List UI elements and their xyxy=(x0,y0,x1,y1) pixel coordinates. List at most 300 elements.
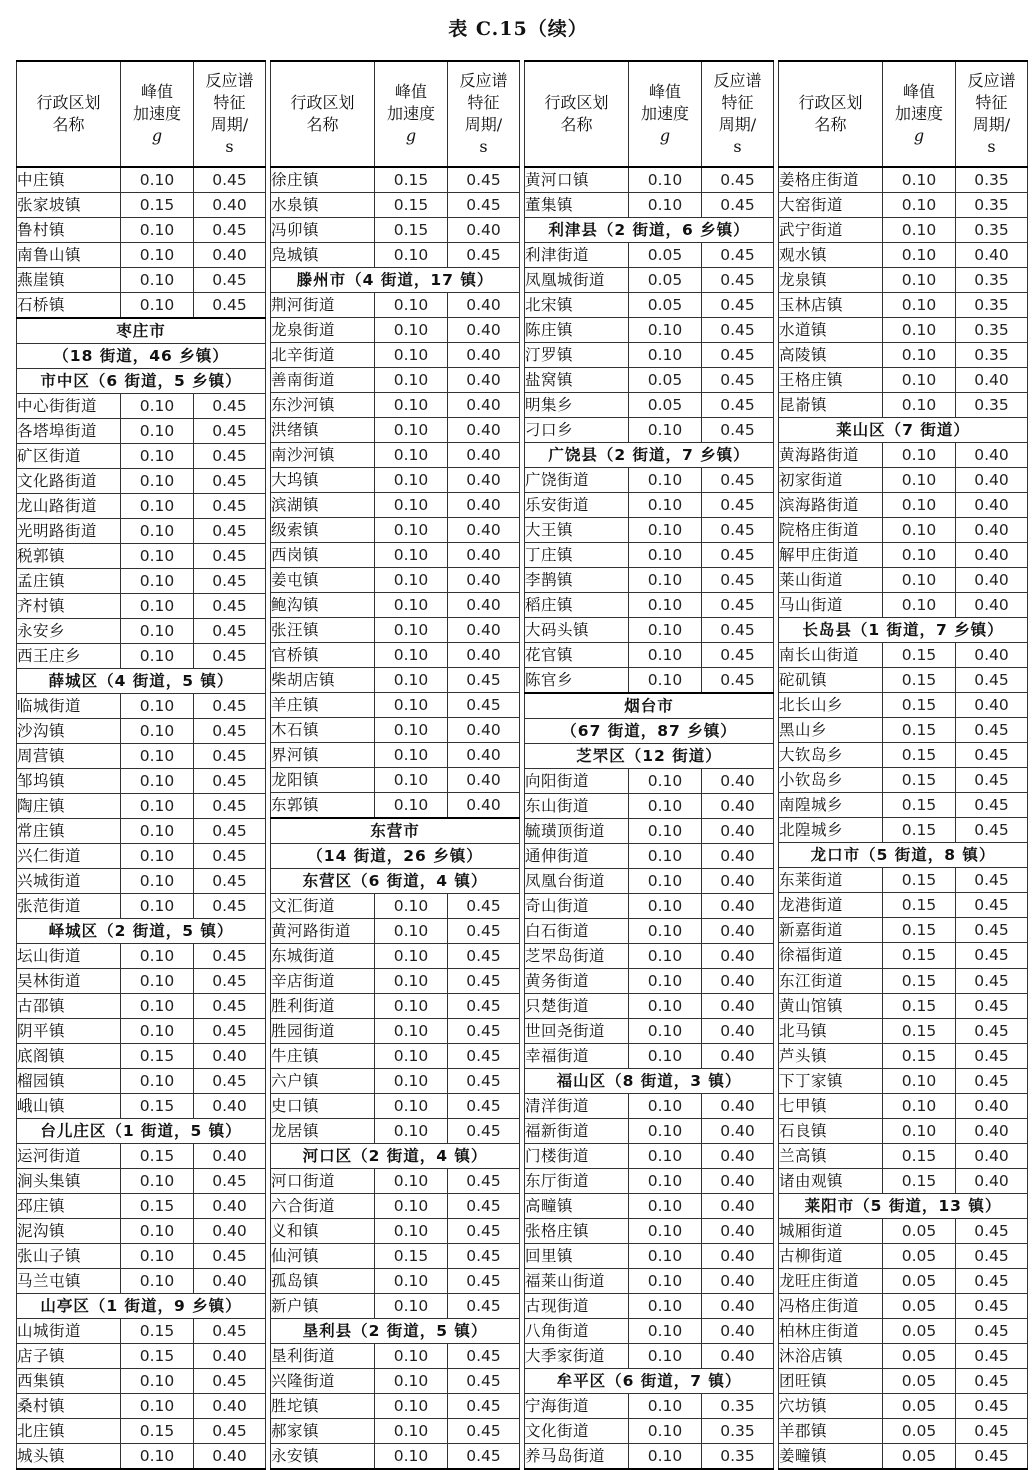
characteristic-period: 0.40 xyxy=(448,643,520,668)
group-heading: 薛城区（4 街道，5 镇） xyxy=(17,669,266,694)
division-name: 八角街道 xyxy=(525,1319,629,1344)
table-row xyxy=(271,343,520,368)
table-row xyxy=(271,743,520,768)
division-name: 柴胡店镇 xyxy=(271,668,375,693)
division-name: 城厢街道 xyxy=(779,1218,883,1243)
characteristic-period: 0.40 xyxy=(194,1394,266,1419)
peak-acceleration: 0.10 xyxy=(375,543,448,568)
division-name: 武宁街道 xyxy=(779,218,883,243)
characteristic-period: 0.40 xyxy=(448,218,520,243)
characteristic-period: 0.40 xyxy=(702,994,774,1019)
table-row xyxy=(271,243,520,268)
characteristic-period: 0.40 xyxy=(702,1194,774,1219)
table-row xyxy=(525,969,774,994)
table-row xyxy=(779,368,1028,393)
characteristic-period: 0.40 xyxy=(702,1344,774,1369)
division-name: 大王镇 xyxy=(525,518,629,543)
division-name: 西王庄乡 xyxy=(17,644,121,669)
division-name: 张家坡镇 xyxy=(17,193,121,218)
group-row xyxy=(17,318,266,344)
characteristic-period: 0.40 xyxy=(194,1094,266,1119)
peak-acceleration: 0.15 xyxy=(121,1344,194,1369)
peak-acceleration: 0.05 xyxy=(883,1443,956,1469)
characteristic-period: 0.45 xyxy=(194,444,266,469)
characteristic-period: 0.40 xyxy=(956,543,1028,568)
table-row xyxy=(525,318,774,343)
group-row xyxy=(271,1319,520,1344)
characteristic-period: 0.40 xyxy=(702,1044,774,1069)
table-row xyxy=(17,619,266,644)
table-row xyxy=(271,318,520,343)
characteristic-period: 0.35 xyxy=(956,193,1028,218)
division-name: 文汇街道 xyxy=(271,894,375,919)
division-name: 利津街道 xyxy=(525,243,629,268)
peak-acceleration: 0.05 xyxy=(883,1243,956,1268)
table-row xyxy=(779,1393,1028,1418)
peak-acceleration: 0.10 xyxy=(121,419,194,444)
peak-acceleration: 0.10 xyxy=(121,167,194,193)
characteristic-period: 0.45 xyxy=(956,668,1028,693)
table-row xyxy=(779,943,1028,968)
group-row xyxy=(17,1119,266,1144)
characteristic-period: 0.45 xyxy=(702,668,774,694)
header-pga xyxy=(883,61,956,167)
peak-acceleration: 0.10 xyxy=(629,493,702,518)
table-row xyxy=(271,793,520,819)
division-name: 各塔埠街道 xyxy=(17,419,121,444)
table-row xyxy=(525,343,774,368)
peak-acceleration: 0.10 xyxy=(629,944,702,969)
table-row xyxy=(525,243,774,268)
division-name: 张格庄镇 xyxy=(525,1219,629,1244)
peak-acceleration: 0.15 xyxy=(883,1143,956,1168)
peak-acceleration: 0.10 xyxy=(883,268,956,293)
characteristic-period: 0.40 xyxy=(702,769,774,794)
division-name: 运河街道 xyxy=(17,1144,121,1169)
division-name: 中心街街道 xyxy=(17,394,121,419)
characteristic-period: 0.45 xyxy=(956,818,1028,843)
table-row xyxy=(17,719,266,744)
group-heading: 长岛县（1 街道，7 乡镇） xyxy=(779,618,1028,643)
peak-acceleration: 0.15 xyxy=(883,768,956,793)
table-row xyxy=(271,894,520,919)
peak-acceleration: 0.10 xyxy=(629,1169,702,1194)
characteristic-period: 0.40 xyxy=(448,368,520,393)
division-name: 七甲镇 xyxy=(779,1093,883,1118)
table-row xyxy=(779,1443,1028,1469)
characteristic-period: 0.45 xyxy=(194,794,266,819)
table-row xyxy=(525,1444,774,1470)
peak-acceleration: 0.10 xyxy=(629,1344,702,1369)
division-name: 东山街道 xyxy=(525,794,629,819)
header-period-line: 特征 xyxy=(213,93,246,112)
peak-acceleration: 0.15 xyxy=(883,918,956,943)
division-name: 南沙河镇 xyxy=(271,443,375,468)
header-name xyxy=(525,61,629,167)
division-name: 胜利街道 xyxy=(271,994,375,1019)
table-row xyxy=(17,193,266,218)
division-name: 南隍城乡 xyxy=(779,793,883,818)
peak-acceleration: 0.05 xyxy=(883,1418,956,1443)
group-heading: 台儿庄区（1 街道，5 镇） xyxy=(17,1119,266,1144)
peak-acceleration: 0.10 xyxy=(375,468,448,493)
characteristic-period: 0.45 xyxy=(702,343,774,368)
table-row xyxy=(271,1069,520,1094)
peak-acceleration: 0.10 xyxy=(375,668,448,693)
peak-acceleration: 0.10 xyxy=(121,1019,194,1044)
characteristic-period: 0.35 xyxy=(702,1419,774,1444)
division-name: 花官镇 xyxy=(525,643,629,668)
characteristic-period: 0.45 xyxy=(194,869,266,894)
peak-acceleration: 0.05 xyxy=(883,1343,956,1368)
characteristic-period: 0.35 xyxy=(702,1444,774,1470)
peak-acceleration: 0.05 xyxy=(883,1368,956,1393)
table-title: 表 C.15（续） xyxy=(448,18,588,40)
division-name: 官桥镇 xyxy=(271,643,375,668)
table-row xyxy=(17,1444,266,1470)
peak-acceleration: 0.10 xyxy=(121,394,194,419)
header-period-line: 反应谱 xyxy=(459,71,508,90)
peak-acceleration: 0.15 xyxy=(121,1194,194,1219)
table-row xyxy=(17,419,266,444)
characteristic-period: 0.45 xyxy=(194,1369,266,1394)
characteristic-period: 0.40 xyxy=(194,1144,266,1169)
characteristic-period: 0.45 xyxy=(956,1368,1028,1393)
table-row xyxy=(779,1068,1028,1093)
header-pga xyxy=(121,61,194,167)
characteristic-period: 0.45 xyxy=(702,293,774,318)
characteristic-period: 0.45 xyxy=(448,1094,520,1119)
header-pga xyxy=(629,61,702,167)
division-name: 初家街道 xyxy=(779,468,883,493)
characteristic-period: 0.40 xyxy=(956,243,1028,268)
table-row xyxy=(525,1169,774,1194)
characteristic-period: 0.45 xyxy=(448,1244,520,1269)
header-period-line: 特征 xyxy=(721,93,754,112)
table-row xyxy=(17,1269,266,1294)
division-name: 坛山街道 xyxy=(17,944,121,969)
division-name: 阴平镇 xyxy=(17,1019,121,1044)
table-row xyxy=(271,1019,520,1044)
table-row xyxy=(271,568,520,593)
characteristic-period: 0.45 xyxy=(956,968,1028,993)
peak-acceleration: 0.10 xyxy=(629,1444,702,1470)
division-name: 乐安街道 xyxy=(525,493,629,518)
division-name: 北庄镇 xyxy=(17,1419,121,1444)
division-name: 芝罘岛街道 xyxy=(525,944,629,969)
characteristic-period: 0.40 xyxy=(194,193,266,218)
characteristic-period: 0.45 xyxy=(956,1418,1028,1443)
peak-acceleration: 0.10 xyxy=(121,519,194,544)
division-name: 鲁村镇 xyxy=(17,218,121,243)
peak-acceleration: 0.15 xyxy=(883,1043,956,1068)
characteristic-period: 0.45 xyxy=(702,243,774,268)
characteristic-period: 0.35 xyxy=(956,343,1028,368)
table-row xyxy=(525,919,774,944)
table-row xyxy=(525,268,774,293)
characteristic-period: 0.40 xyxy=(702,794,774,819)
table-row xyxy=(779,793,1028,818)
table-row xyxy=(271,593,520,618)
peak-acceleration: 0.05 xyxy=(629,368,702,393)
table-row xyxy=(779,343,1028,368)
table-row xyxy=(525,894,774,919)
division-name: 福莱山街道 xyxy=(525,1269,629,1294)
peak-acceleration: 0.10 xyxy=(121,218,194,243)
table-row xyxy=(779,1018,1028,1043)
peak-acceleration: 0.10 xyxy=(629,593,702,618)
characteristic-period: 0.45 xyxy=(956,943,1028,968)
peak-acceleration: 0.10 xyxy=(629,1119,702,1144)
peak-acceleration: 0.05 xyxy=(883,1218,956,1243)
table-row xyxy=(17,1319,266,1344)
table-row xyxy=(779,1268,1028,1293)
peak-acceleration: 0.10 xyxy=(375,343,448,368)
header-period-line: 周期/ xyxy=(464,115,503,134)
table-row xyxy=(779,393,1028,418)
header-pga-line: g xyxy=(913,126,925,145)
division-name: 龙港街道 xyxy=(779,893,883,918)
header-period-line: 反应谱 xyxy=(713,71,762,90)
table-row xyxy=(525,1344,774,1369)
division-name: 黄海路街道 xyxy=(779,443,883,468)
table-row xyxy=(779,468,1028,493)
table-row xyxy=(525,1019,774,1044)
characteristic-period: 0.40 xyxy=(194,1219,266,1244)
division-name: 张范街道 xyxy=(17,894,121,919)
table-row xyxy=(271,293,520,318)
division-name: 税郭镇 xyxy=(17,544,121,569)
header-period-line: 周期/ xyxy=(972,115,1011,134)
peak-acceleration: 0.10 xyxy=(375,743,448,768)
characteristic-period: 0.40 xyxy=(194,1044,266,1069)
characteristic-period: 0.45 xyxy=(194,218,266,243)
division-name: 东城街道 xyxy=(271,944,375,969)
characteristic-period: 0.40 xyxy=(956,1168,1028,1193)
table-row xyxy=(525,167,774,193)
peak-acceleration: 0.10 xyxy=(629,1244,702,1269)
characteristic-period: 0.40 xyxy=(448,443,520,468)
characteristic-period: 0.40 xyxy=(956,368,1028,393)
peak-acceleration: 0.15 xyxy=(121,1094,194,1119)
characteristic-period: 0.45 xyxy=(194,569,266,594)
division-name: 城头镇 xyxy=(17,1444,121,1470)
table-row xyxy=(271,1369,520,1394)
characteristic-period: 0.45 xyxy=(702,568,774,593)
characteristic-period: 0.45 xyxy=(702,643,774,668)
peak-acceleration: 0.10 xyxy=(121,494,194,519)
group-heading: 福山区（8 街道，3 镇） xyxy=(525,1069,774,1094)
division-name: 桑村镇 xyxy=(17,1394,121,1419)
table-row xyxy=(271,1269,520,1294)
peak-acceleration: 0.10 xyxy=(629,1394,702,1419)
characteristic-period: 0.45 xyxy=(956,718,1028,743)
division-name: 龙泉街道 xyxy=(271,318,375,343)
peak-acceleration: 0.15 xyxy=(375,218,448,243)
group-heading: 广饶县（2 街道，7 乡镇） xyxy=(525,443,774,468)
division-name: 下丁家镇 xyxy=(779,1068,883,1093)
division-name: 北隍城乡 xyxy=(779,818,883,843)
division-name: 徐庄镇 xyxy=(271,167,375,193)
division-name: 齐村镇 xyxy=(17,594,121,619)
group-row xyxy=(525,719,774,744)
table-row xyxy=(271,543,520,568)
characteristic-period: 0.45 xyxy=(702,393,774,418)
division-name: 马山街道 xyxy=(779,593,883,618)
characteristic-period: 0.45 xyxy=(194,619,266,644)
peak-acceleration: 0.10 xyxy=(121,769,194,794)
header-period xyxy=(702,61,774,167)
characteristic-period: 0.45 xyxy=(956,1443,1028,1469)
division-name: 兴城街道 xyxy=(17,869,121,894)
characteristic-period: 0.45 xyxy=(194,1419,266,1444)
table-row xyxy=(17,1169,266,1194)
peak-acceleration: 0.10 xyxy=(883,393,956,418)
characteristic-period: 0.45 xyxy=(194,394,266,419)
division-name: 沙沟镇 xyxy=(17,719,121,744)
table-row xyxy=(525,368,774,393)
table-row xyxy=(271,493,520,518)
division-name: 大季家街道 xyxy=(525,1344,629,1369)
characteristic-period: 0.40 xyxy=(956,443,1028,468)
characteristic-period: 0.40 xyxy=(956,493,1028,518)
division-name: 明集乡 xyxy=(525,393,629,418)
table-row xyxy=(17,794,266,819)
peak-acceleration: 0.10 xyxy=(375,1094,448,1119)
characteristic-period: 0.40 xyxy=(448,593,520,618)
division-name: 光明路街道 xyxy=(17,519,121,544)
characteristic-period: 0.45 xyxy=(194,419,266,444)
group-heading: 东营区（6 街道，4 镇） xyxy=(271,869,520,894)
division-name: 东厅街道 xyxy=(525,1169,629,1194)
table-row xyxy=(17,1394,266,1419)
table-row xyxy=(779,1093,1028,1118)
characteristic-period: 0.45 xyxy=(194,644,266,669)
characteristic-period: 0.40 xyxy=(194,1269,266,1294)
division-name: 福新街道 xyxy=(525,1119,629,1144)
characteristic-period: 0.45 xyxy=(448,919,520,944)
peak-acceleration: 0.05 xyxy=(883,1318,956,1343)
peak-acceleration: 0.10 xyxy=(883,167,956,193)
table-row xyxy=(525,193,774,218)
peak-acceleration: 0.05 xyxy=(883,1393,956,1418)
division-name: 石良镇 xyxy=(779,1118,883,1143)
table-row xyxy=(17,167,266,193)
table-row xyxy=(779,1418,1028,1443)
division-name: 院格庄街道 xyxy=(779,518,883,543)
peak-acceleration: 0.10 xyxy=(121,694,194,719)
peak-acceleration: 0.15 xyxy=(375,167,448,193)
peak-acceleration: 0.10 xyxy=(629,1319,702,1344)
peak-acceleration: 0.10 xyxy=(121,544,194,569)
peak-acceleration: 0.15 xyxy=(883,668,956,693)
table-row xyxy=(525,1294,774,1319)
table-row xyxy=(17,1219,266,1244)
table-row xyxy=(271,393,520,418)
peak-acceleration: 0.10 xyxy=(375,643,448,668)
peak-acceleration: 0.15 xyxy=(121,193,194,218)
group-heading: （18 街道，46 乡镇） xyxy=(17,344,266,369)
division-name: 沐浴店镇 xyxy=(779,1343,883,1368)
table-row xyxy=(17,869,266,894)
table-row xyxy=(525,1419,774,1444)
division-name: 广饶街道 xyxy=(525,468,629,493)
table-row xyxy=(779,1143,1028,1168)
division-name: 水道镇 xyxy=(779,318,883,343)
peak-acceleration: 0.15 xyxy=(883,1168,956,1193)
header-name-line: 行政区划 xyxy=(544,93,609,112)
peak-acceleration: 0.10 xyxy=(375,919,448,944)
peak-acceleration: 0.10 xyxy=(883,1068,956,1093)
peak-acceleration: 0.10 xyxy=(883,568,956,593)
characteristic-period: 0.40 xyxy=(956,518,1028,543)
peak-acceleration: 0.10 xyxy=(883,368,956,393)
header-pga-line: 峰值 xyxy=(648,82,681,101)
header-pga-line: 加速度 xyxy=(132,104,181,123)
peak-acceleration: 0.10 xyxy=(121,569,194,594)
table-row xyxy=(17,944,266,969)
group-row xyxy=(17,369,266,394)
peak-acceleration: 0.10 xyxy=(121,1269,194,1294)
peak-acceleration: 0.10 xyxy=(629,193,702,218)
peak-acceleration: 0.10 xyxy=(121,243,194,268)
characteristic-period: 0.45 xyxy=(448,243,520,268)
characteristic-period: 0.45 xyxy=(194,744,266,769)
division-name: 界河镇 xyxy=(271,743,375,768)
table-row xyxy=(779,167,1028,193)
table-row xyxy=(17,1419,266,1444)
table-row xyxy=(17,243,266,268)
division-name: 兰高镇 xyxy=(779,1143,883,1168)
peak-acceleration: 0.10 xyxy=(375,768,448,793)
table-row xyxy=(271,944,520,969)
table-row xyxy=(271,518,520,543)
characteristic-period: 0.40 xyxy=(702,1094,774,1119)
table-row xyxy=(525,1219,774,1244)
peak-acceleration: 0.05 xyxy=(629,243,702,268)
division-name: 木石镇 xyxy=(271,718,375,743)
characteristic-period: 0.45 xyxy=(702,493,774,518)
division-name: 龙阳镇 xyxy=(271,768,375,793)
header-period-line: 周期/ xyxy=(718,115,757,134)
peak-acceleration: 0.10 xyxy=(375,393,448,418)
peak-acceleration: 0.10 xyxy=(375,1119,448,1144)
group-heading: 利津县（2 街道，6 乡镇） xyxy=(525,218,774,243)
division-name: 东江街道 xyxy=(779,968,883,993)
characteristic-period: 0.40 xyxy=(702,1269,774,1294)
peak-acceleration: 0.10 xyxy=(375,894,448,919)
header-period xyxy=(448,61,520,167)
peak-acceleration: 0.15 xyxy=(883,693,956,718)
division-name: 张汪镇 xyxy=(271,618,375,643)
characteristic-period: 0.45 xyxy=(194,894,266,919)
peak-acceleration: 0.10 xyxy=(629,1269,702,1294)
table-row xyxy=(271,468,520,493)
peak-acceleration: 0.10 xyxy=(375,1019,448,1044)
peak-acceleration: 0.10 xyxy=(883,218,956,243)
peak-acceleration: 0.10 xyxy=(121,1244,194,1269)
division-name: 黄务街道 xyxy=(525,969,629,994)
table-row xyxy=(525,1094,774,1119)
division-name: 燕崖镇 xyxy=(17,268,121,293)
characteristic-period: 0.45 xyxy=(194,544,266,569)
group-row xyxy=(525,1069,774,1094)
peak-acceleration: 0.10 xyxy=(121,1369,194,1394)
peak-acceleration: 0.10 xyxy=(121,1069,194,1094)
characteristic-period: 0.45 xyxy=(702,518,774,543)
division-name: 东莱街道 xyxy=(779,868,883,893)
characteristic-period: 0.40 xyxy=(702,1019,774,1044)
